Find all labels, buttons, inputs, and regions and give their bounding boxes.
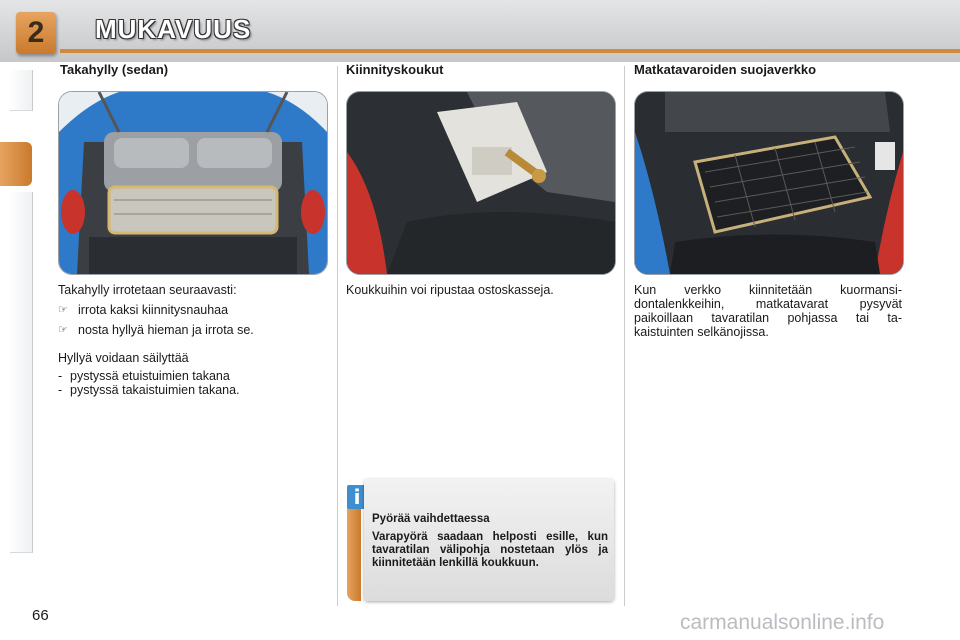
hooks-illustration (347, 92, 615, 274)
luggage-net-illustration (635, 92, 903, 274)
list-item-text: nosta hyllyä hieman ja irrota se. (78, 323, 254, 337)
info-panel (364, 479, 614, 601)
info-title: Pyörää vaihdettaessa (372, 513, 490, 525)
side-tab[interactable] (10, 352, 33, 393)
side-tab[interactable] (10, 192, 33, 233)
list-item (58, 303, 326, 317)
page-number: 66 (32, 607, 49, 624)
list-item (58, 369, 326, 383)
side-tab[interactable] (10, 512, 33, 553)
list-item (58, 323, 326, 337)
side-tab[interactable] (10, 312, 33, 353)
side-tab-active[interactable] (0, 142, 32, 186)
rear-shelf-illustration (59, 92, 327, 274)
list-item-text: pystyssä etuistuimien takana (70, 369, 230, 383)
pointing-hand-icon: ☞ (58, 324, 68, 336)
side-tab[interactable] (10, 432, 33, 473)
header-accent-line (60, 49, 960, 53)
chapter-number-badge: 2 (16, 12, 56, 54)
chapter-side-tabs (0, 70, 34, 580)
rear-shelf-intro: Takahylly irrotetaan seuraavasti: (58, 283, 237, 297)
side-tab[interactable] (10, 392, 33, 433)
pointing-hand-icon: ☞ (58, 304, 68, 316)
column-divider (337, 66, 338, 606)
side-tab[interactable] (10, 472, 33, 513)
list-item (58, 383, 326, 397)
side-tab[interactable] (10, 70, 33, 111)
section-heading-hooks: Kiinnityskoukut (346, 62, 444, 77)
rear-shelf-text (58, 283, 326, 397)
column-divider (624, 66, 625, 606)
storage-intro: Hyllyä voidaan säilyttää (58, 351, 189, 365)
hooks-text: Koukkuihin voi ripustaa ostoskasseja. (346, 283, 554, 297)
side-tab[interactable] (10, 272, 33, 313)
info-box (347, 479, 615, 604)
section-heading-rear-shelf: Takahylly (sedan) (60, 62, 169, 77)
info-accent-strip (347, 505, 361, 601)
photo-rear-shelf (58, 91, 328, 275)
chapter-title: MUKAVUUS (95, 14, 252, 44)
dash-marker: - (58, 383, 63, 397)
info-text: Varapyörä saadaan helposti esille, kun tavaratilan välipohja nostetaan ylös ja kiinnitetään lenkillä koukkuun. (372, 531, 608, 569)
watermark: carmanualsonline.info (680, 611, 885, 634)
photo-hooks (346, 91, 616, 275)
info-icon: i (347, 485, 367, 509)
photo-luggage-net (634, 91, 904, 275)
list-item-text: pystyssä takaistuimien takana. (70, 383, 240, 397)
luggage-net-text: Kun verkko kiinnitetään kuormansi-dontalenkkeihin, matkatavarat pysyvät paikoillaan tavaratilan pohjassa tai ta-kaistuinten selkänojissa. (634, 283, 902, 339)
side-tab[interactable] (10, 232, 33, 273)
section-heading-luggage-net: Matkatavaroiden suojaverkko (634, 62, 817, 77)
list-item-text: irrota kaksi kiinnitysnauhaa (78, 303, 229, 317)
dash-marker: - (58, 369, 63, 383)
